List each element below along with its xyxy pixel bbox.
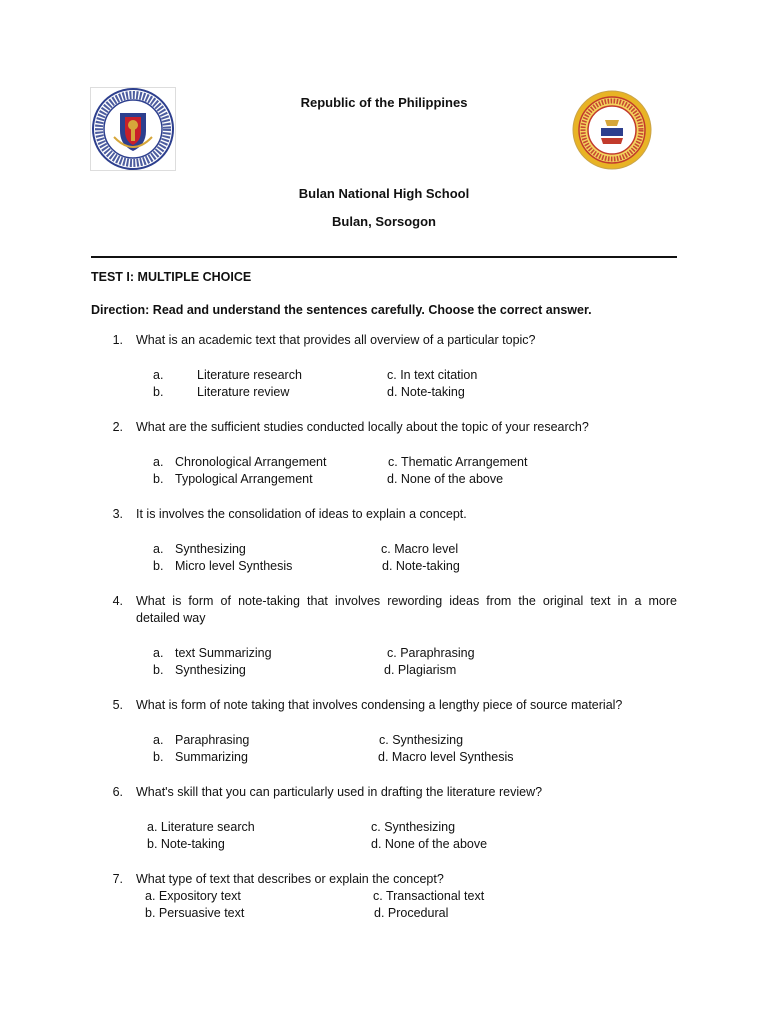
question-text: What is an academic text that provides all overview of a particular topic? <box>136 333 536 347</box>
choice-c: c. Synthesizing <box>371 820 456 834</box>
school-name: Bulan National High School <box>298 186 470 201</box>
school-location: Bulan, Sorsogon <box>332 214 436 229</box>
test-title: TEST I: MULTIPLE CHOICE <box>91 270 252 284</box>
choice-c: c. In text citation <box>387 368 478 382</box>
choice-c: c. Thematic Arrangement <box>388 455 528 469</box>
question-text: What are the sufficient studies conducted locally about the topic of your research? <box>136 420 589 434</box>
choice-a: a. Literature search <box>147 820 255 834</box>
question-text: What's skill that you can particularly used in drafting the literature review? <box>136 785 543 799</box>
choice-letter: b. <box>153 750 164 764</box>
choice-b: Synthesizing <box>175 663 246 677</box>
choice-letter: a. <box>153 455 164 469</box>
choice-d: d. None of the above <box>387 472 504 486</box>
choice-b: b. Note-taking <box>147 837 225 851</box>
question-text: It is involves the consolidation of ideas to explain a concept. <box>136 507 467 521</box>
question-number: 2. <box>112 420 123 434</box>
question-number: 5. <box>112 698 123 712</box>
choice-letter: b. <box>153 385 164 399</box>
choice-a: Paraphrasing <box>175 733 250 747</box>
test-direction: Direction: Read and understand the sentences carefully. Choose the correct answer. <box>91 303 592 317</box>
choice-a: Synthesizing <box>175 542 246 556</box>
choice-a: text Summarizing <box>175 646 272 660</box>
choice-letter: a. <box>153 646 164 660</box>
question-text: What type of text that describes or explain the concept? <box>136 872 444 886</box>
choice-b: Typological Arrangement <box>175 472 313 486</box>
question-text-continued: detailed way <box>136 611 206 625</box>
choice-a: Chronological Arrangement <box>175 455 327 469</box>
choice-letter: b. <box>153 559 164 573</box>
question-number: 4. <box>112 594 123 608</box>
choice-c: c. Paraphrasing <box>387 646 475 660</box>
choice-letter: b. <box>153 472 164 486</box>
choice-letter: a. <box>153 733 164 747</box>
question-text: What is form of note taking that involves condensing a lengthy piece of source material? <box>136 698 623 712</box>
question-number: 7. <box>112 872 123 886</box>
choice-b: Micro level Synthesis <box>175 559 293 573</box>
choice-a: a. Expository text <box>145 889 241 903</box>
choice-a: Literature research <box>197 368 302 382</box>
choice-letter: a. <box>153 542 164 556</box>
choice-b: b. Persuasive text <box>145 906 245 920</box>
republic-heading: Republic of the Philippines <box>300 95 468 110</box>
question-text: What is form of note-taking that involves rewording ideas from the original text in a more <box>136 594 677 608</box>
choice-d: d. Procedural <box>374 906 449 920</box>
choice-d: d. Note-taking <box>382 559 460 573</box>
choice-c: c. Transactional text <box>373 889 485 903</box>
header-divider <box>91 256 677 258</box>
choice-letter: b. <box>153 663 164 677</box>
choice-c: c. Macro level <box>381 542 459 556</box>
question-number: 1. <box>112 333 123 347</box>
choice-b: Summarizing <box>175 750 248 764</box>
choice-letter: a. <box>153 368 164 382</box>
choice-d: d. Macro level Synthesis <box>378 750 514 764</box>
choice-b: Literature review <box>197 385 290 399</box>
choice-d: d. Plagiarism <box>384 663 457 677</box>
question-number: 3. <box>112 507 123 521</box>
choice-d: d. Note-taking <box>387 385 465 399</box>
question-number: 6. <box>112 785 123 799</box>
choice-d: d. None of the above <box>371 837 488 851</box>
choice-c: c. Synthesizing <box>379 733 464 747</box>
